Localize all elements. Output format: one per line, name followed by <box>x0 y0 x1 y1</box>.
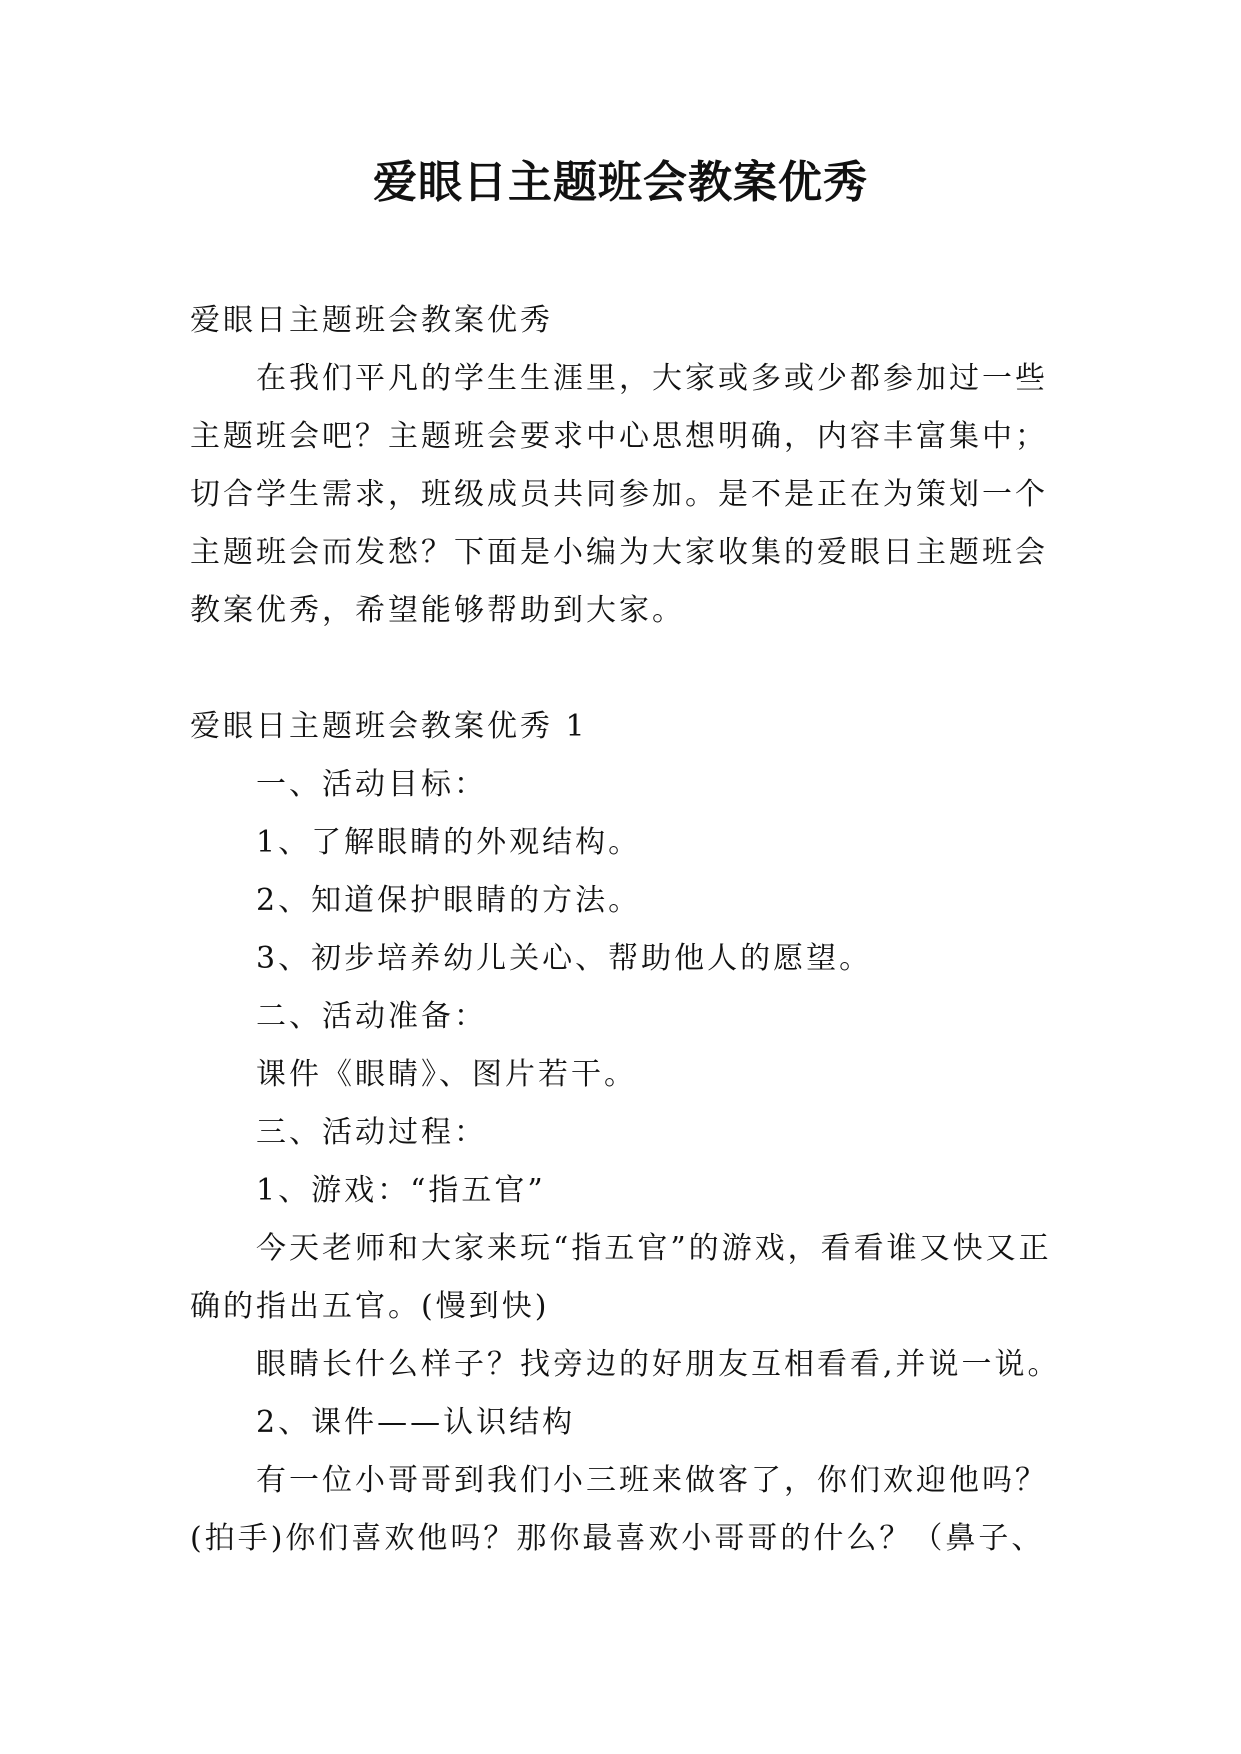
content-line: 有一位小哥哥到我们小三班来做客了，你们欢迎他吗？(拍手)你们喜欢他吗？那你最喜欢小哥哥的什么？（鼻子、 <box>190 1463 1048 1556</box>
intro-paragraph: 在我们平凡的学生生涯里，大家或多或少都参加过一些主题班会吧？主题班会要求中心思想明确，内容丰富集中；切合学生需求，班级成员共同参加。是不是正在为策划一个主题班会而发愁？下面是小编为大家收集的爱眼日主题班会教案优秀，希望能够帮助到大家。 <box>190 361 1048 628</box>
content-line: 课件《眼睛》、图片若干。 <box>256 1057 637 1092</box>
section-spacer <box>190 640 1070 698</box>
content-line: 三、活动过程： <box>256 1115 487 1150</box>
content-line: 3、初步培养幼儿关心、帮助他人的愿望。 <box>256 941 873 976</box>
section-heading: 爱眼日主题班会教案优秀 1 <box>190 709 588 744</box>
document-body <box>190 292 1070 1568</box>
content-line: 二、活动准备： <box>256 999 487 1034</box>
content-line: 一、活动目标： <box>256 767 487 802</box>
content-line: 眼睛长什么样子？找旁边的好朋友互相看看,并说一说。 <box>256 1347 1061 1382</box>
content-line: 今天老师和大家来玩“指五官”的游戏，看看谁又快又正确的指出五官。(慢到快) <box>190 1231 1052 1324</box>
content-line: 2、知道保护眼睛的方法。 <box>256 883 642 918</box>
content-line: 1、游戏：“指五官” <box>256 1173 546 1208</box>
intro-heading: 爱眼日主题班会教案优秀 <box>190 303 553 338</box>
document-title: 爱眼日主题班会教案优秀 <box>373 157 868 208</box>
content-line: 2、课件——认识结构 <box>256 1405 576 1440</box>
content-line: 1、了解眼睛的外观结构。 <box>256 825 642 860</box>
